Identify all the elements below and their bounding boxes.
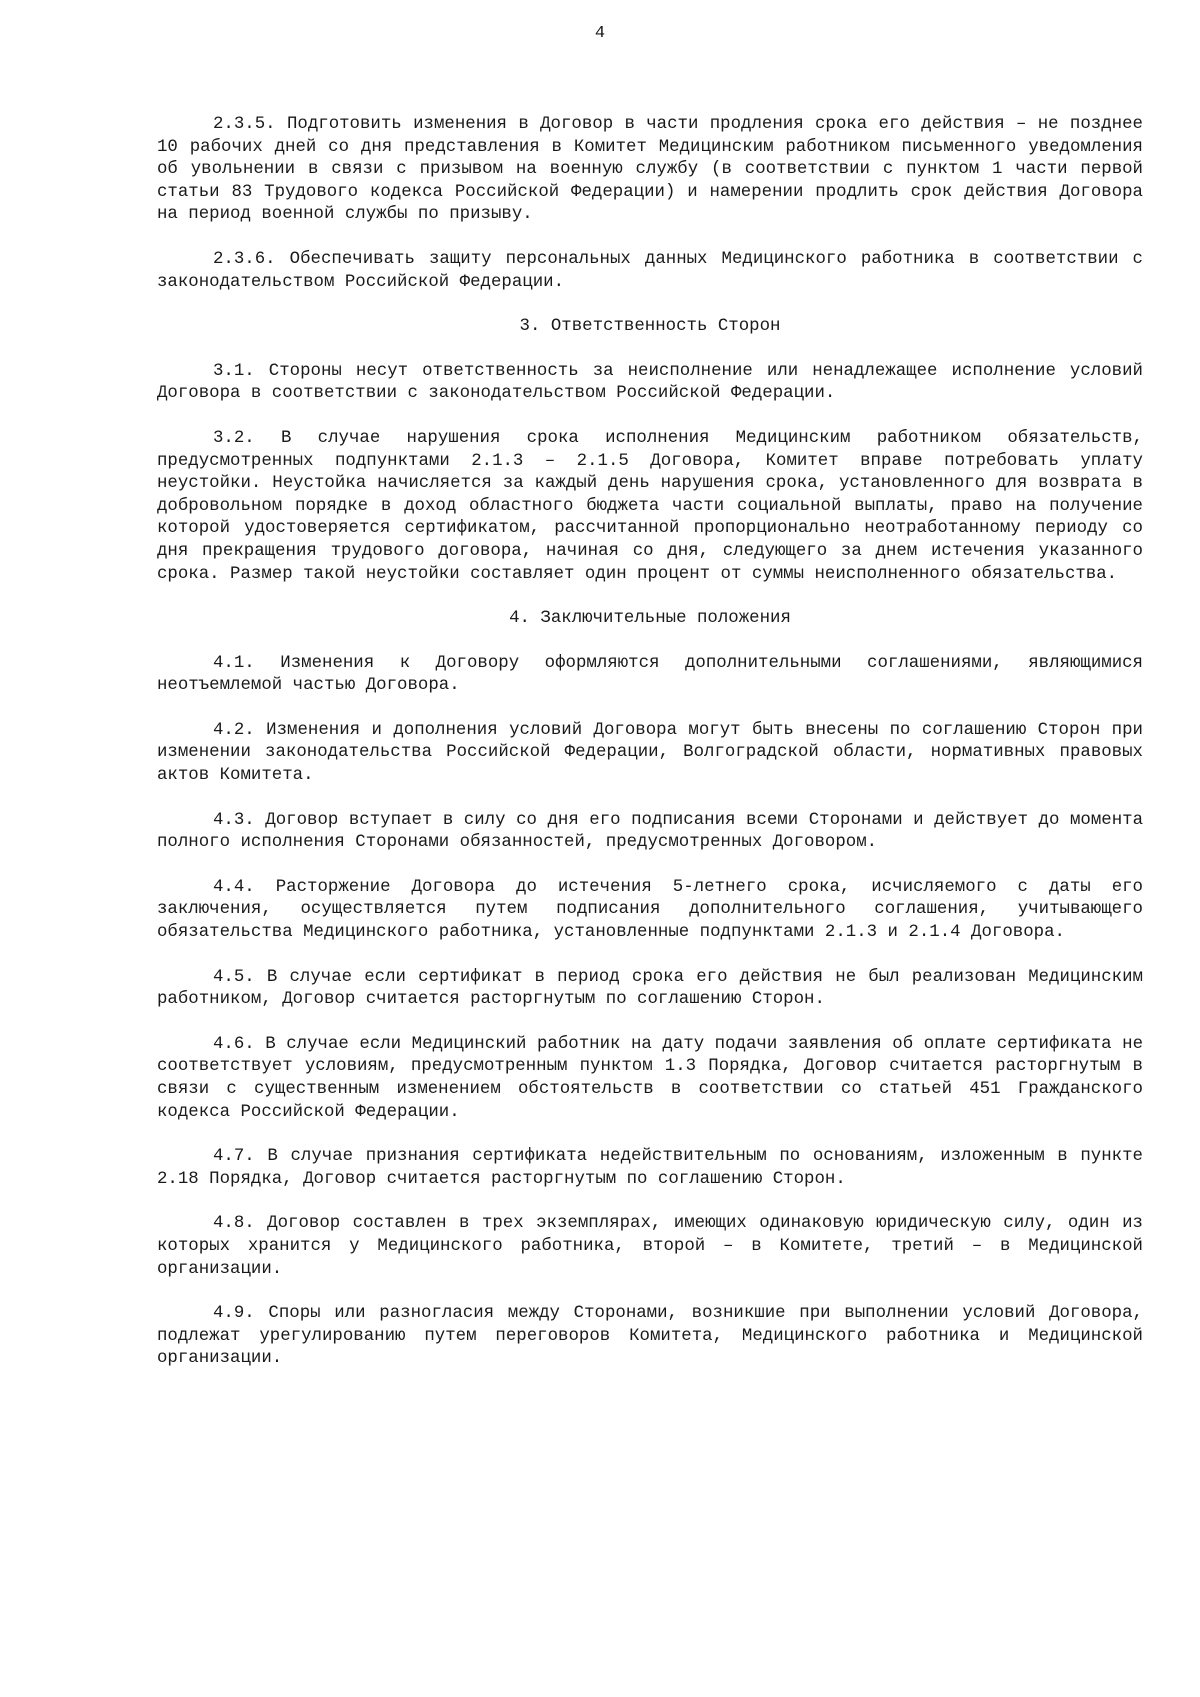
clause-3-2: 3.2. В случае нарушения срока исполнения Медицинским работником обязательств, предусмотренных подпунктами 2.1.3 – 2.1.5 Договора, Комитет вправе потребовать уплату неустойки. Неустойка начисляется за каждый день нарушения срока, установленного для возврата в добровольном порядке в доход областного бюджета части социальной выплаты, право на получение которой удостоверяется сертификатом, рассчитанной пропорционально неотработанному периоду со дня прекращения трудового договора, начиная со дня, следующего за днем истечения указанного срока. Размер такой неустойки составляет один процент от суммы неисполненного обязательства.	[157, 428, 1143, 584]
clause-4-2: 4.2. Изменения и дополнения условий Договора могут быть внесены по соглашению Сторон при изменении законодательства Российской Федерации, Волгоградской области, нормативных правовых актов Комитета.	[157, 720, 1143, 786]
clause-4-4: 4.4. Расторжение Договора до истечения 5-летнего срока, исчисляемого с даты его заключения, осуществляется путем подписания дополнительного соглашения, учитывающего обязательства Медицинского работника, установленные подпунктами 2.1.3 и 2.1.4 Договора.	[157, 877, 1143, 943]
section-heading-4: 4. Заключительные положения	[509, 609, 791, 629]
clause-4-5: 4.5. В случае если сертификат в период срока его действия не был реализован Медицинским работником, Договор считается расторгнутым по соглашению Сторон.	[157, 967, 1143, 1010]
clause-4-3: 4.3. Договор вступает в силу со дня его подписания всеми Сторонами и действует до момента полного исполнения Сторонами обязанностей, предусмотренных Договором.	[157, 810, 1143, 853]
clause-3-1: 3.1. Стороны несут ответственность за неисполнение или ненадлежащее исполнение условий Договора в соответствии с законодательством Российской Федерации.	[157, 361, 1143, 404]
document-body	[157, 114, 1143, 1393]
clause-4-6: 4.6. В случае если Медицинский работник на дату подачи заявления об оплате сертификата не соответствует условиям, предусмотренным пунктом 1.3 Порядка, Договор считается расторгнутым в связи с существенным изменением обстоятельств в соответствии со статьей 451 Гражданского кодекса Российской Федерации.	[157, 1034, 1143, 1122]
section-heading-3: 3. Ответственность Сторон	[519, 317, 781, 337]
clause-2-3-5: 2.3.5. Подготовить изменения в Договор в части продления срока его действия – не позднее 10 рабочих дней со дня представления в Комитет Медицинским работником письменного уведомления об увольнении в связи с призывом на военную службу (в соответствии с пунктом 1 части первой статьи 83 Трудового кодекса Российской Федерации) и намерении продлить срок действия Договора на период военной службы по призыву.	[157, 115, 1143, 225]
clause-4-8: 4.8. Договор составлен в трех экземплярах, имеющих одинаковую юридическую силу, один из которых хранится у Медицинского работника, второй – в Комитете, третий – в Медицинской организации.	[157, 1214, 1143, 1279]
clause-2-3-6: 2.3.6. Обеспечивать защиту персональных данных Медицинского работника в соответствии с законодательством Российской Федерации.	[157, 249, 1143, 292]
page-number: 4	[594, 24, 606, 43]
clause-4-9: 4.9. Споры или разногласия между Сторонами, возникшие при выполнении условий Договора, подлежат урегулированию путем переговоров Комитета, Медицинского работника и Медицинской организации.	[157, 1304, 1143, 1369]
clause-4-7: 4.7. В случае признания сертификата недействительным по основаниям, изложенным в пункте 2.18 Порядка, Договор считается расторгнутым по соглашению Сторон.	[157, 1147, 1143, 1189]
clause-4-1: 4.1. Изменения к Договору оформляются дополнительными соглашениями, являющимися неотъемлемой частью Договора.	[157, 653, 1143, 696]
